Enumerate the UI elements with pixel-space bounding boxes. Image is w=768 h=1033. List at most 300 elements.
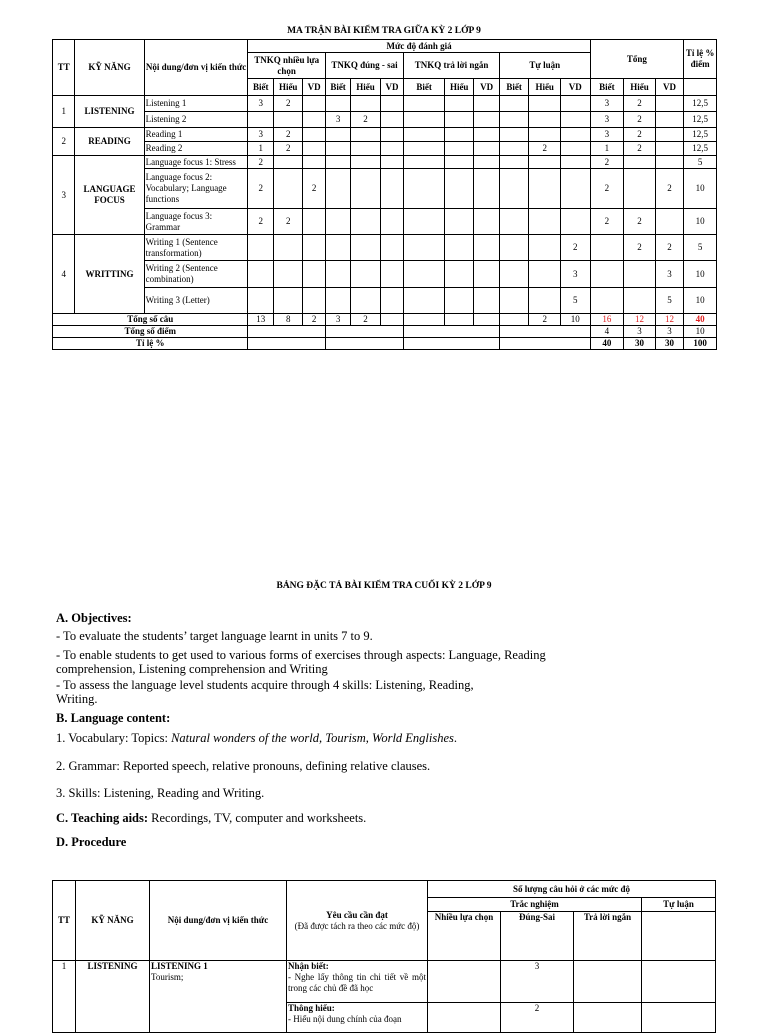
spec-col-content: Nội dung/đơn vị kiến thức <box>150 881 287 961</box>
row-content: Language focus 1: Stress <box>144 156 248 169</box>
lvl-biet: Biết <box>590 79 624 96</box>
ratio-cell: 30 <box>655 338 684 350</box>
total-points-cell: 10 <box>684 326 717 338</box>
empty-cell <box>499 326 590 338</box>
ratio-cell: 30 <box>624 338 656 350</box>
row-skill: WRITTING <box>75 235 144 314</box>
value-cell: 2 <box>655 169 684 209</box>
grammar-line: 2. Grammar: Reported speech, relative pronouns, defining relative clauses. <box>56 759 431 773</box>
lvl-vd: VD <box>303 79 325 96</box>
spec-col-essay: Tự luận <box>642 898 716 912</box>
matrix-row <box>53 96 717 112</box>
value-cell: 5 <box>655 288 684 314</box>
value-cell <box>303 235 325 261</box>
value-cell <box>529 288 561 314</box>
matrix-row <box>53 169 717 209</box>
value-cell <box>560 128 590 142</box>
value-cell <box>380 112 403 128</box>
value-cell <box>404 209 445 235</box>
empty-cell <box>248 326 325 338</box>
lvl-biet: Biết <box>404 79 445 96</box>
value-cell: 2 <box>624 142 656 156</box>
total-questions-cell: 3 <box>325 314 350 326</box>
empty-cell <box>404 326 500 338</box>
lvl-biet: Biết <box>325 79 350 96</box>
value-cell <box>248 288 273 314</box>
value-cell <box>529 156 561 169</box>
value-cell <box>351 169 381 209</box>
value-cell <box>351 235 381 261</box>
spec-content-title: LISTENING 1 <box>151 961 208 971</box>
value-cell <box>404 128 445 142</box>
vocabulary-end: . <box>453 731 458 745</box>
value-cell: 12,5 <box>684 128 717 142</box>
spec-col-short: Trả lời ngắn <box>574 912 642 961</box>
spec-req-recognition-head: Nhận biết: <box>288 961 329 971</box>
value-cell <box>655 209 684 235</box>
value-cell <box>351 209 381 235</box>
value-cell: 10 <box>684 169 717 209</box>
value-cell: 2 <box>624 112 656 128</box>
value-cell <box>351 128 381 142</box>
total-questions-row <box>53 314 717 326</box>
value-cell <box>474 235 499 261</box>
value-cell <box>624 288 656 314</box>
value-cell: 12,5 <box>684 142 717 156</box>
spec-title: BẢNG ĐẶC TẢ BÀI KIỂM TRA CUỐI KỲ 2 LỚP 9 <box>276 581 492 591</box>
value-cell: 2 <box>248 169 273 209</box>
value-cell: 3 <box>248 96 273 112</box>
lvl-hieu: Hiểu <box>444 79 474 96</box>
value-cell <box>444 209 474 235</box>
value-cell: 1 <box>248 142 273 156</box>
col-level: Mức độ đánh giá <box>248 40 590 53</box>
value-cell <box>273 112 303 128</box>
empty-cell <box>325 326 403 338</box>
value-cell <box>325 142 350 156</box>
value-cell <box>529 96 561 112</box>
value-cell <box>380 128 403 142</box>
value-cell <box>404 142 445 156</box>
spec-tf-count: 2 <box>501 1003 574 1033</box>
matrix-row <box>53 235 717 261</box>
vocabulary-prefix: 1. Vocabulary: Topics: <box>56 731 172 745</box>
empty-cell <box>248 338 325 350</box>
value-cell <box>351 288 381 314</box>
value-cell <box>380 288 403 314</box>
total-points-label: Tổng số điểm <box>53 326 248 338</box>
spec-content-topic: Tourism; <box>151 972 184 982</box>
value-cell <box>499 156 529 169</box>
total-questions-cell: 8 <box>273 314 303 326</box>
objective-3: - To assess the language level students acquire through 4 skills: Listening, Reading, Writing. <box>56 678 474 706</box>
matrix-row <box>53 142 717 156</box>
value-cell <box>444 261 474 288</box>
total-questions-cell: 40 <box>684 314 717 326</box>
value-cell: 2 <box>624 209 656 235</box>
value-cell <box>380 96 403 112</box>
value-cell <box>474 209 499 235</box>
value-cell <box>529 128 561 142</box>
matrix-row <box>53 112 717 128</box>
value-cell <box>404 288 445 314</box>
language-content-heading: B. Language content: <box>56 711 171 725</box>
empty-cell <box>574 1003 642 1033</box>
value-cell <box>351 142 381 156</box>
row-content: Listening 2 <box>144 112 248 128</box>
row-content: Listening 1 <box>144 96 248 112</box>
value-cell <box>444 156 474 169</box>
spec-col-tf: Đúng-Sai <box>501 912 574 961</box>
value-cell: 12,5 <box>684 96 717 112</box>
value-cell <box>624 156 656 169</box>
spec-tf-count: 3 <box>501 961 574 1003</box>
value-cell <box>655 156 684 169</box>
lvl-hieu: Hiểu <box>624 79 656 96</box>
row-tt: 2 <box>53 128 75 156</box>
lvl-hieu: Hiểu <box>273 79 303 96</box>
value-cell <box>404 261 445 288</box>
total-points-cell: 3 <box>655 326 684 338</box>
col-skill: KỸ NĂNG <box>75 40 144 96</box>
value-cell: 2 <box>590 156 624 169</box>
spec-col-count: Số lượng câu hỏi ở các mức độ <box>428 881 716 898</box>
matrix-row <box>53 156 717 169</box>
value-cell <box>325 209 350 235</box>
lvl-hieu: Hiểu <box>351 79 381 96</box>
value-cell <box>444 112 474 128</box>
value-cell <box>474 288 499 314</box>
value-cell: 5 <box>560 288 590 314</box>
teaching-aids-heading: C. Teaching aids: <box>56 811 149 825</box>
spec-req-comprehension-head: Thông hiểu: <box>288 1003 335 1013</box>
value-cell <box>499 261 529 288</box>
spec-row-tt: 1 <box>53 961 76 1033</box>
matrix-table <box>52 39 717 350</box>
value-cell <box>380 142 403 156</box>
value-cell <box>560 96 590 112</box>
value-cell <box>529 169 561 209</box>
value-cell <box>499 235 529 261</box>
spec-req-subtitle: (Đã được tách ra theo các mức độ) <box>294 920 420 931</box>
row-content: Language focus 2: Vocabulary; Language functions <box>144 169 248 209</box>
row-skill: LANGUAGE FOCUS <box>75 156 144 235</box>
value-cell <box>560 169 590 209</box>
value-cell <box>444 142 474 156</box>
value-cell: 5 <box>684 235 717 261</box>
ratio-row <box>53 338 717 350</box>
skills-line: 3. Skills: Listening, Reading and Writing. <box>56 786 265 800</box>
matrix-row <box>53 128 717 142</box>
value-cell <box>529 112 561 128</box>
row-content: Reading 2 <box>144 142 248 156</box>
row-tt: 3 <box>53 156 75 235</box>
matrix-row <box>53 261 717 288</box>
value-cell: 3 <box>590 96 624 112</box>
value-cell <box>474 142 499 156</box>
empty-cell <box>325 338 403 350</box>
objective-1: - To evaluate the students’ target language learnt in units 7 to 9. <box>56 629 373 643</box>
value-cell: 3 <box>655 261 684 288</box>
value-cell <box>325 128 350 142</box>
row-content: Writing 1 (Sentence transformation) <box>144 235 248 261</box>
value-cell <box>444 128 474 142</box>
value-cell <box>380 169 403 209</box>
value-cell <box>325 261 350 288</box>
total-questions-cell: 10 <box>560 314 590 326</box>
value-cell <box>560 112 590 128</box>
value-cell <box>529 235 561 261</box>
value-cell <box>590 261 624 288</box>
row-content: Writing 2 (Sentence combination) <box>144 261 248 288</box>
value-cell <box>325 96 350 112</box>
value-cell <box>248 235 273 261</box>
spec-req-title: Yêu cầu cần đạt <box>326 909 388 920</box>
value-cell: 2 <box>624 235 656 261</box>
lvl-vd: VD <box>560 79 590 96</box>
value-cell <box>444 96 474 112</box>
value-cell <box>474 156 499 169</box>
total-questions-cell: 13 <box>248 314 273 326</box>
matrix-row <box>53 288 717 314</box>
col-short: TNKQ trả lời ngắn <box>404 53 500 79</box>
value-cell <box>303 288 325 314</box>
lvl-biet: Biết <box>499 79 529 96</box>
ratio-cell: 100 <box>684 338 717 350</box>
spec-col-skill: KỸ NĂNG <box>76 881 150 961</box>
value-cell <box>444 169 474 209</box>
total-questions-cell: 2 <box>351 314 381 326</box>
value-cell <box>303 112 325 128</box>
value-cell: 2 <box>303 169 325 209</box>
value-cell <box>404 235 445 261</box>
value-cell <box>529 261 561 288</box>
value-cell <box>248 261 273 288</box>
value-cell: 2 <box>590 209 624 235</box>
total-questions-cell <box>444 314 474 326</box>
spec-table <box>52 880 716 1033</box>
spec-col-tt: TT <box>53 881 76 961</box>
lvl-vd: VD <box>655 79 684 96</box>
value-cell: 10 <box>684 261 717 288</box>
value-cell <box>303 128 325 142</box>
value-cell <box>273 288 303 314</box>
matrix-row <box>53 209 717 235</box>
value-cell <box>624 261 656 288</box>
spec-col-requirement <box>287 881 428 961</box>
value-cell: 3 <box>325 112 350 128</box>
value-cell: 2 <box>273 96 303 112</box>
col-ratio: Tỉ lệ % điểm <box>684 40 717 79</box>
value-cell <box>499 169 529 209</box>
spec-req-comprehension <box>287 1003 428 1033</box>
empty-cell <box>404 338 500 350</box>
col-total: Tổng <box>590 40 684 79</box>
value-cell <box>499 128 529 142</box>
value-cell <box>499 112 529 128</box>
value-cell <box>303 142 325 156</box>
empty-cell <box>428 961 501 1003</box>
matrix-title: MA TRẬN BÀI KIỂM TRA GIỮA KỲ 2 LỚP 9 <box>287 26 481 36</box>
row-skill: LISTENING <box>75 96 144 128</box>
total-questions-cell <box>499 314 529 326</box>
value-cell <box>624 169 656 209</box>
value-cell <box>474 112 499 128</box>
total-questions-cell <box>474 314 499 326</box>
value-cell <box>325 156 350 169</box>
value-cell <box>273 156 303 169</box>
value-cell <box>655 96 684 112</box>
value-cell <box>380 235 403 261</box>
vocabulary-line <box>56 731 576 745</box>
vocabulary-topics: Natural wonders of the world, Tourism, World Englishes <box>171 731 454 745</box>
value-cell: 3 <box>248 128 273 142</box>
total-questions-cell: 12 <box>655 314 684 326</box>
value-cell <box>499 96 529 112</box>
col-content: Nội dung/đơn vị kiến thức <box>144 40 248 96</box>
value-cell <box>499 142 529 156</box>
value-cell <box>351 156 381 169</box>
value-cell: 2 <box>560 235 590 261</box>
value-cell: 2 <box>248 209 273 235</box>
value-cell: 2 <box>351 112 381 128</box>
value-cell <box>380 209 403 235</box>
value-cell <box>325 169 350 209</box>
value-cell: 10 <box>684 209 717 235</box>
col-mc: TNKQ nhiều lựa chọn <box>248 53 325 79</box>
row-tt: 4 <box>53 235 75 314</box>
value-cell: 2 <box>529 142 561 156</box>
value-cell <box>380 261 403 288</box>
teaching-aids-line <box>56 811 576 825</box>
empty-cell <box>428 1003 501 1033</box>
value-cell <box>655 142 684 156</box>
empty-cell <box>642 961 716 1003</box>
value-cell <box>273 169 303 209</box>
value-cell: 2 <box>273 128 303 142</box>
value-cell: 3 <box>560 261 590 288</box>
value-cell <box>351 96 381 112</box>
value-cell: 2 <box>590 169 624 209</box>
value-cell <box>444 235 474 261</box>
value-cell <box>303 96 325 112</box>
lvl-biet: Biết <box>248 79 273 96</box>
empty-cell <box>684 79 717 96</box>
value-cell <box>325 288 350 314</box>
value-cell <box>655 128 684 142</box>
col-tt: TT <box>53 40 75 96</box>
value-cell <box>499 288 529 314</box>
lvl-vd: VD <box>474 79 499 96</box>
teaching-aids-text: Recordings, TV, computer and worksheets. <box>148 811 367 825</box>
row-tt: 1 <box>53 96 75 128</box>
empty-cell <box>642 912 716 961</box>
total-points-cell: 4 <box>590 326 624 338</box>
spec-row-skill: LISTENING <box>76 961 150 1033</box>
value-cell <box>499 209 529 235</box>
value-cell: 3 <box>590 128 624 142</box>
value-cell <box>474 96 499 112</box>
spec-row-content <box>150 961 287 1033</box>
value-cell <box>273 235 303 261</box>
objective-2: - To enable students to get used to various forms of exercises through aspects: Language, Reading comprehension, Listening comprehension and Writing <box>56 648 546 676</box>
total-questions-cell <box>404 314 445 326</box>
total-questions-cell <box>380 314 403 326</box>
value-cell <box>404 156 445 169</box>
value-cell <box>560 142 590 156</box>
value-cell <box>325 235 350 261</box>
value-cell: 2 <box>624 96 656 112</box>
value-cell: 2 <box>624 128 656 142</box>
row-content: Reading 1 <box>144 128 248 142</box>
spec-req-comprehension-text: - Hiểu nội dung chính của đoạn <box>288 1014 402 1024</box>
total-points-row <box>53 326 717 338</box>
empty-cell <box>574 961 642 1003</box>
value-cell <box>303 261 325 288</box>
value-cell: 3 <box>590 112 624 128</box>
spec-req-recognition-text: - Nghe lấy thông tin chi tiết về một trong các chủ đề đã học <box>288 972 426 993</box>
col-essay: Tự luận <box>499 53 590 79</box>
value-cell: 2 <box>273 209 303 235</box>
value-cell <box>404 112 445 128</box>
value-cell <box>590 235 624 261</box>
value-cell <box>404 96 445 112</box>
value-cell <box>474 128 499 142</box>
total-questions-cell: 16 <box>590 314 624 326</box>
spec-req-recognition <box>287 961 428 1003</box>
value-cell <box>560 156 590 169</box>
value-cell: 5 <box>684 156 717 169</box>
value-cell <box>380 156 403 169</box>
col-tf: TNKQ đúng - sai <box>325 53 403 79</box>
value-cell <box>303 156 325 169</box>
empty-cell <box>499 338 590 350</box>
total-questions-cell: 2 <box>303 314 325 326</box>
ratio-label: Tỉ lệ % <box>53 338 248 350</box>
row-content: Writing 3 (Letter) <box>144 288 248 314</box>
total-points-cell: 3 <box>624 326 656 338</box>
value-cell: 10 <box>684 288 717 314</box>
value-cell <box>404 169 445 209</box>
total-questions-cell: 2 <box>529 314 561 326</box>
value-cell: 12,5 <box>684 112 717 128</box>
value-cell: 2 <box>273 142 303 156</box>
spec-col-objective: Trắc nghiệm <box>428 898 642 912</box>
total-questions-label: Tổng số câu <box>53 314 248 326</box>
value-cell: 2 <box>655 235 684 261</box>
value-cell <box>590 288 624 314</box>
value-cell <box>248 112 273 128</box>
ratio-cell: 40 <box>590 338 624 350</box>
value-cell <box>351 261 381 288</box>
value-cell <box>303 209 325 235</box>
lvl-hieu: Hiểu <box>529 79 561 96</box>
value-cell <box>474 261 499 288</box>
value-cell <box>560 209 590 235</box>
value-cell <box>444 288 474 314</box>
procedure-heading: D. Procedure <box>56 835 127 849</box>
value-cell <box>474 169 499 209</box>
row-skill: READING <box>75 128 144 156</box>
row-content: Language focus 3: Grammar <box>144 209 248 235</box>
objectives-heading: A. Objectives: <box>56 611 132 625</box>
empty-cell <box>642 1003 716 1033</box>
value-cell <box>273 261 303 288</box>
value-cell <box>655 112 684 128</box>
value-cell: 1 <box>590 142 624 156</box>
lvl-vd: VD <box>380 79 403 96</box>
value-cell <box>529 209 561 235</box>
